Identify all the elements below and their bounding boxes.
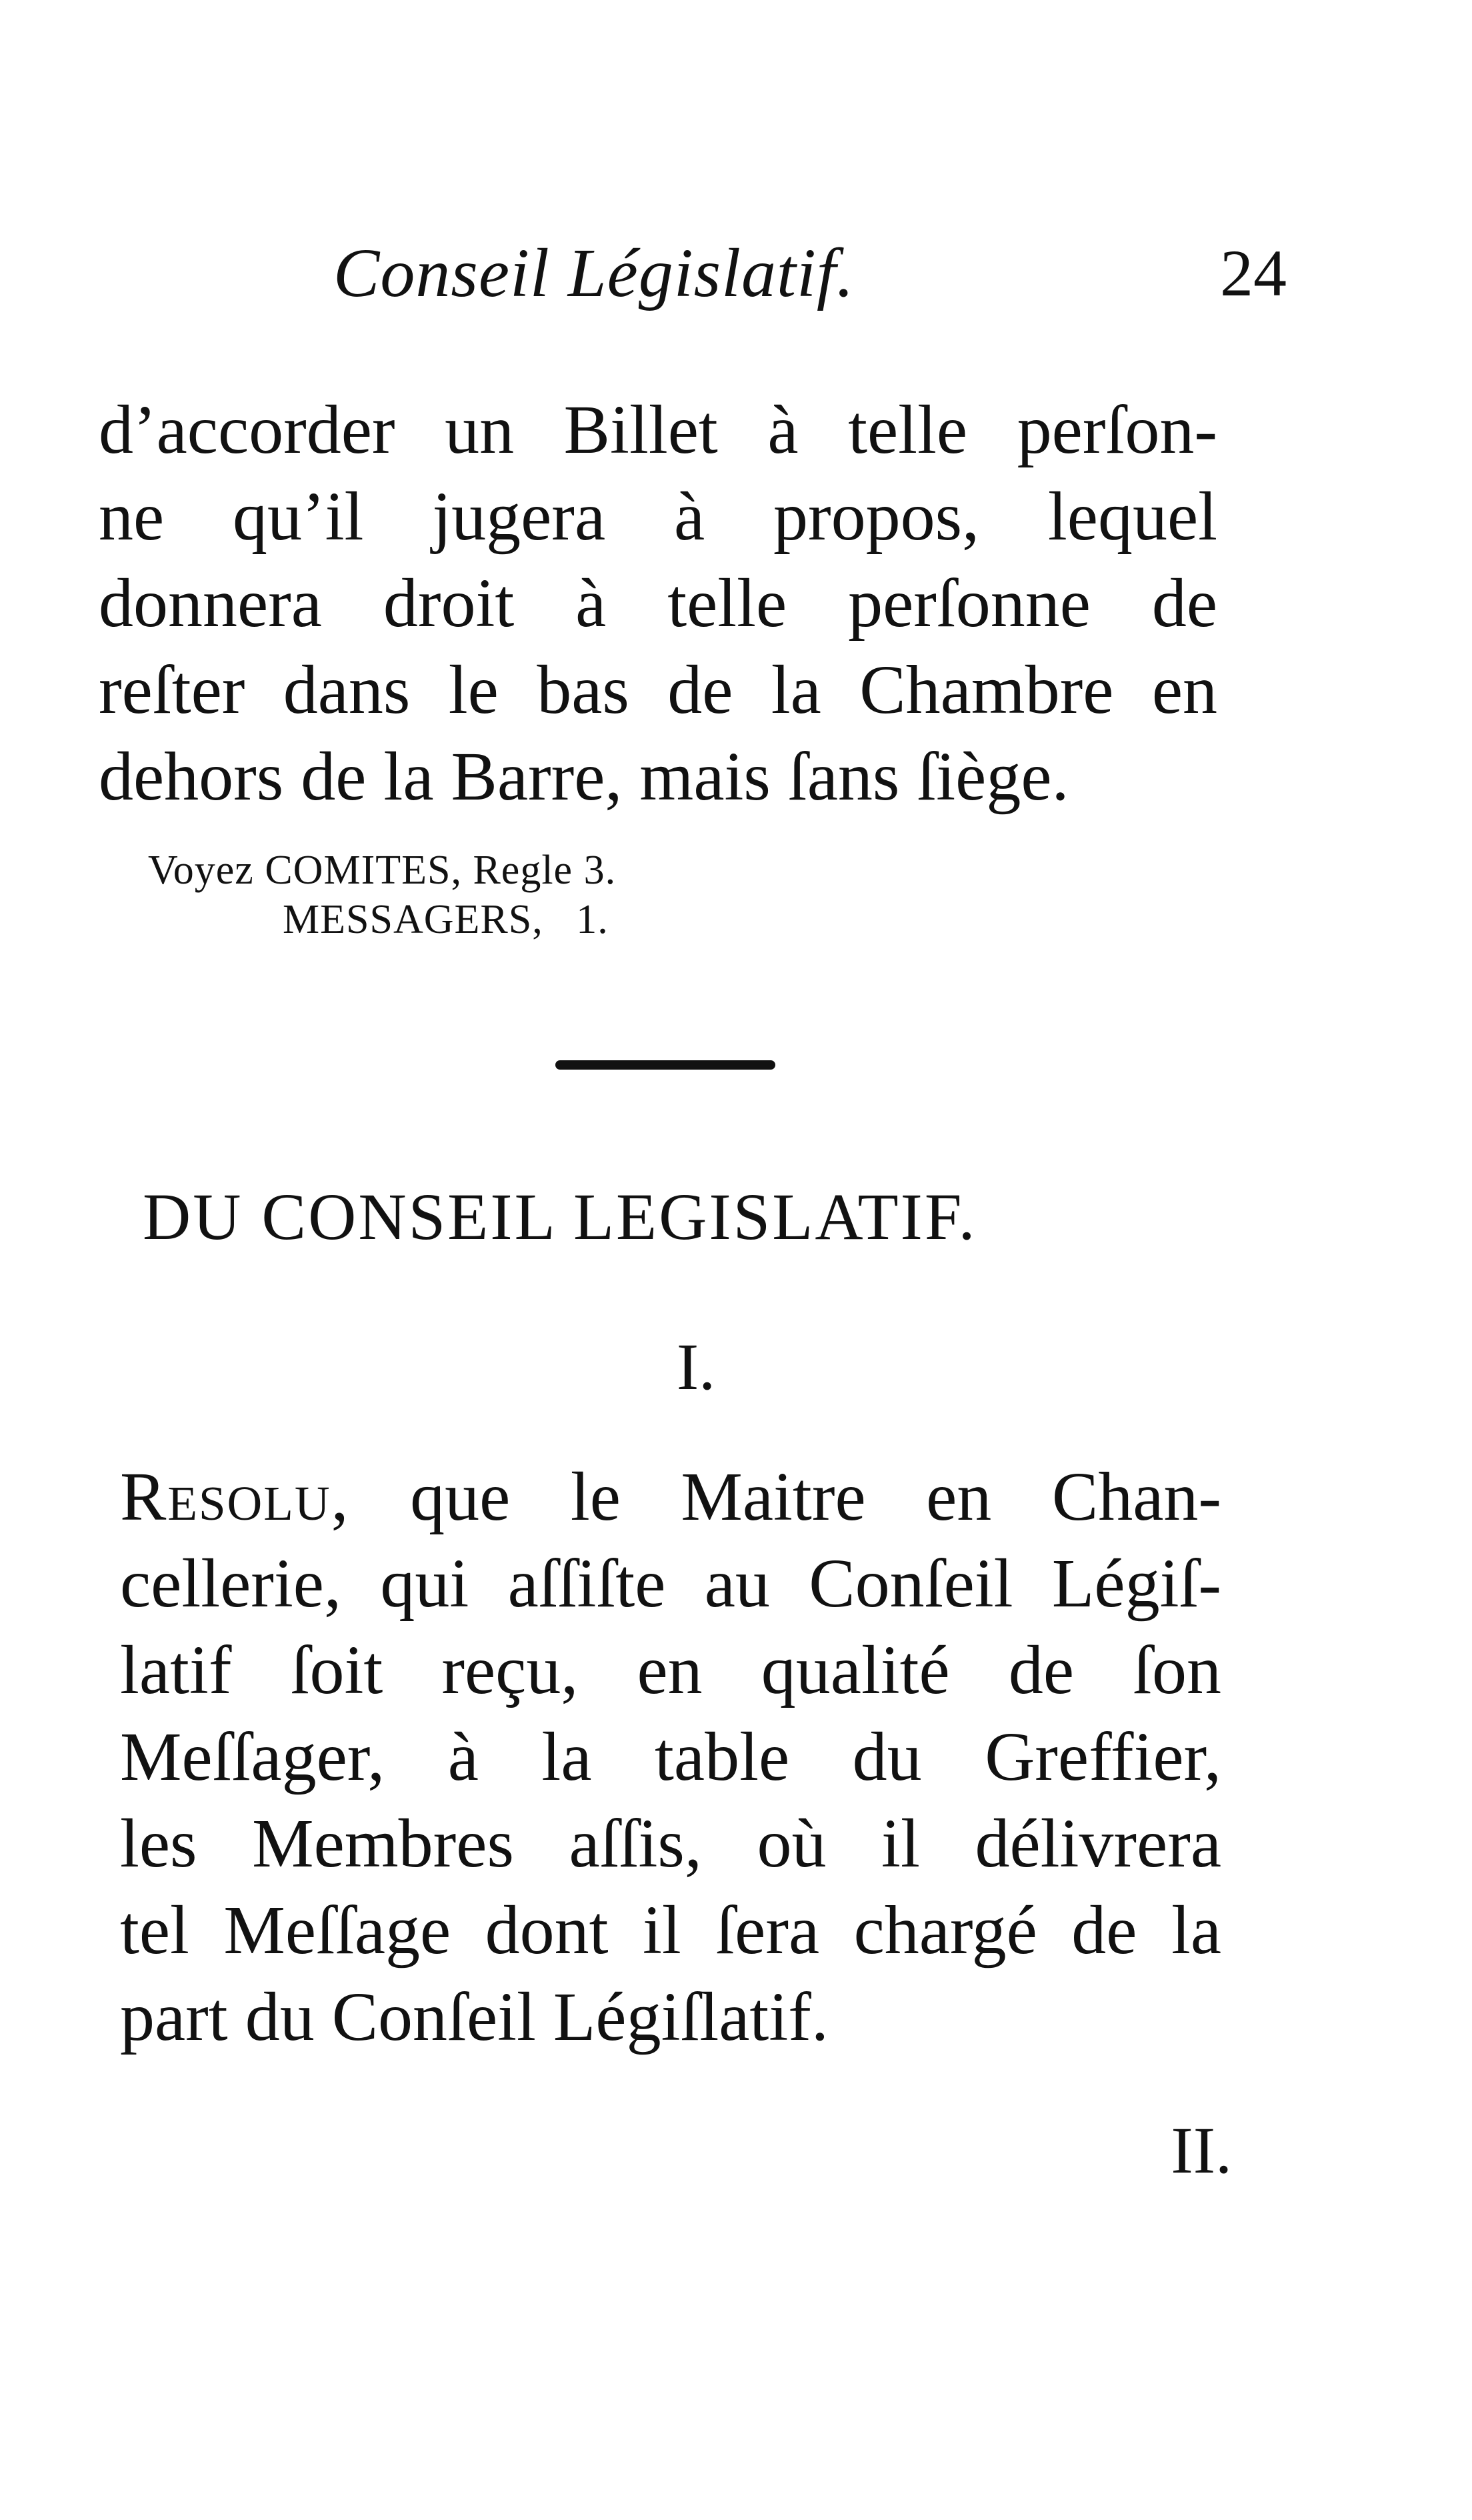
text-line-first [120,1454,1221,1540]
text-line-rest: que le Maitre en Chan- [349,1458,1221,1535]
reference-row-1: Voyez COMITES, Regle 3. [148,848,617,893]
catchword: II. [1171,2113,1232,2187]
text-line: part du Conſeil Légiſlatif. [120,1979,829,2055]
cross-references [148,846,616,944]
lead-word: Resolu, [120,1458,350,1535]
reference-row-2: MESSAGERS, 1. [283,897,609,942]
text-line: dehors de la Barre, mais ſans ſiège. [99,738,1069,815]
page-number: 24 [1220,236,1287,310]
section-divider-rule [555,1060,775,1070]
text-line: ne qu’il jugera à propos, lequel [99,478,1217,555]
text-line: Meſſager, à la table du Greffier, [120,1718,1221,1795]
section-title: DU CONSEIL LEGISLATIF. [143,1180,977,1254]
paragraph-resolution [120,1454,1221,2061]
text-line: les Membres aſſis, où il délivrera [120,1805,1221,1882]
text-line: d’accorder un Billet à telle perſon- [99,391,1217,468]
running-head [333,227,1287,320]
running-title: Conseil Législatif. [333,235,855,311]
section-number [0,1324,1472,1410]
text-line: tel Meſſage dont il ſera chargé de la [120,1892,1221,1969]
text-line: cellerie, qui aſſiſte au Conſeil Légiſ- [120,1545,1221,1622]
text-line: reſter dans le bas de la Chambre en [99,652,1217,728]
text-line: donnera droit à telle perſonne de [99,565,1217,642]
paragraph-continued [99,387,1217,820]
section-number-text: I. [676,1330,716,1404]
text-line: latif ſoit reçu, en qualité de ſon [120,1632,1221,1708]
